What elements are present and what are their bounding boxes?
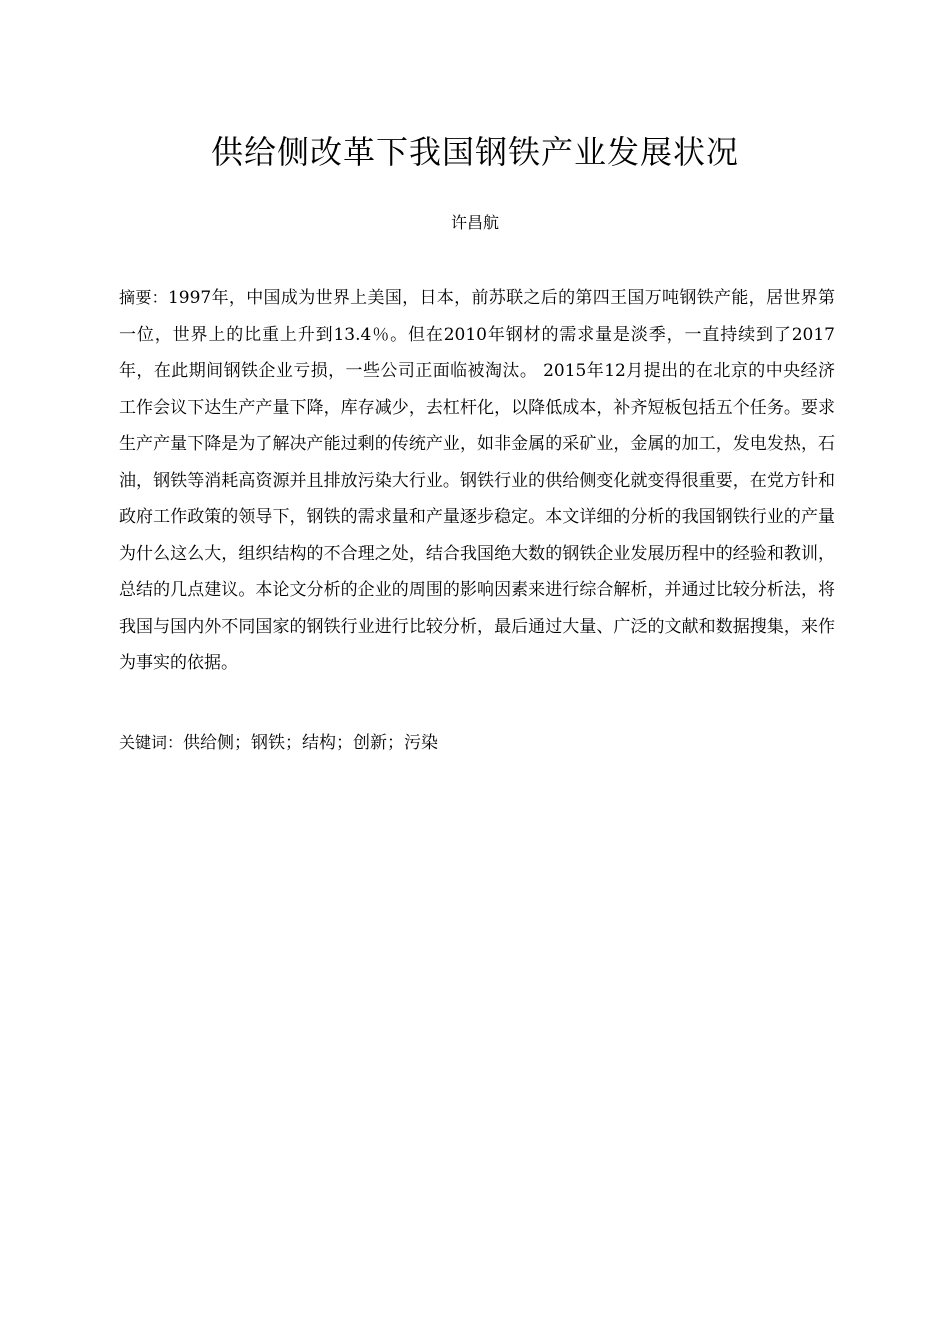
keywords-label: 关键词：	[119, 733, 184, 752]
abstract-paragraph	[119, 280, 835, 682]
keywords-text: 供给侧；钢铁；结构；创新；污染	[183, 733, 439, 753]
abstract-text: 1997年，中国成为世界上美国，日本，前苏联之后的第四王国万吨钢铁产能，居世界第一位，世界上的比重上升到13.4％。但在2010年钢材的需求量是淡季，一直持续到了2017年，在此期间钢铁企业亏损，一些公司正面临被淘汰。 2015年12月提出的在北京的中央经济工作会议下达生产产量下降，库存减少，去杠杆化，以降低成本，补齐短板包括五个任务。要求生产产量下降是为了解决产能过剩的传统产业，如非金属的采矿业，金属的加工，发电发热，石油，钢铁等消耗高资源并且排放污染大行业。钢铁行业的供给侧变化就变得很重要，在党方针和政府工作政策的领导下，钢铁的需求量和产量逐步稳定。本文详细的分析的我国钢铁行业的产量为什么这么大，组织结构的不合理之处，结合我国绝大数的钢铁企业发展历程中的经验和教训，总结的几点建议。本论文分析的企业的周围的影响因素来进行综合解析，并通过比较分析法，将我国与国内外不同国家的钢铁行业进行比较分析，最后通过大量、广泛的文献和数据搜集，来作为事实的依据。	[119, 288, 835, 673]
keywords-line	[119, 725, 835, 761]
abstract-label: 摘要：	[119, 288, 168, 307]
author-name: 许昌航	[450, 213, 499, 232]
document-title: 供给侧改革下我国钢铁产业发展状况	[210, 133, 739, 171]
